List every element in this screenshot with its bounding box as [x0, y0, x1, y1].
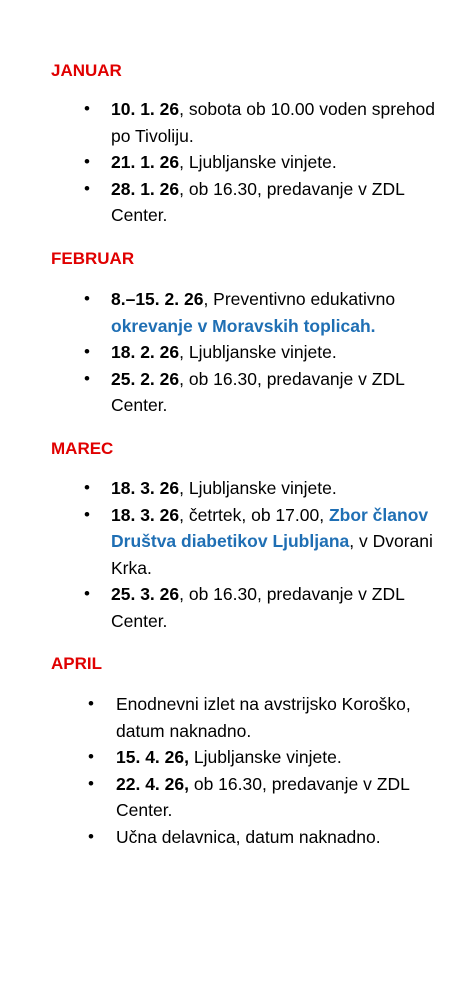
event-date: 22. 4. 26, [116, 773, 189, 794]
event-date: 18. 3. 26 [111, 478, 180, 498]
event-date: 15. 4. 26, [116, 747, 189, 767]
event-date: 8.–15. 2. 26 [111, 289, 204, 309]
event-text: , ob 16.30, predavanje v ZDL Center. [111, 368, 405, 415]
event-link-zbor-clanov[interactable]: Zbor članov Društva diabetikov Ljubljana [111, 504, 429, 551]
list-item [0, 96, 457, 149]
event-text: , Ljubljanske vinjete. [179, 478, 337, 498]
event-list-februar [0, 286, 457, 419]
bullet-icon: • [88, 826, 94, 846]
bullet-icon: • [84, 342, 90, 361]
list-item [0, 691, 457, 744]
list-item [0, 502, 457, 582]
event-text: ob 16.30, predavanje v ZDL Center. [116, 773, 410, 820]
event-text: , ob 16.30, predavanje v ZDL Center. [111, 584, 405, 631]
bullet-icon: • [88, 773, 94, 793]
list-item [0, 286, 457, 339]
bullet-icon: • [84, 368, 90, 388]
month-heading-februar: FEBRUAR [51, 249, 135, 268]
list-item [0, 771, 457, 824]
list-item [0, 744, 457, 771]
month-heading-marec: MAREC [51, 439, 114, 458]
event-link-moravske-toplice[interactable]: okrevanje v Moravskih toplicah. [111, 315, 376, 336]
bullet-icon: • [84, 152, 90, 171]
event-text: , Preventivno edukativno [203, 289, 396, 309]
event-date: 25. 2. 26 [111, 368, 180, 389]
list-item [0, 824, 457, 851]
month-heading-april: APRIL [51, 654, 102, 673]
event-text: , sobota ob 10.00 voden sprehod po Tivoliju. [111, 99, 436, 146]
event-text: Učna delavnica, datum naknadno. [116, 826, 381, 847]
event-text: , Ljubljanske vinjete. [179, 152, 337, 172]
event-date: 18. 3. 26 [111, 504, 180, 525]
event-text: , ob 16.30, predavanje v ZDL Center. [111, 178, 405, 225]
bullet-icon: • [84, 584, 90, 603]
event-date: 10. 1. 26 [111, 99, 180, 119]
event-date: 28. 1. 26 [111, 178, 180, 199]
event-date: 18. 2. 26 [111, 342, 180, 362]
list-item [0, 149, 457, 176]
bullet-icon: • [88, 747, 94, 766]
event-text: Ljubljanske vinjete. [188, 747, 342, 767]
event-list-januar [0, 96, 457, 229]
list-item [0, 366, 457, 419]
event-text: Enodnevni izlet na avstrijsko Koroško, datum naknadno. [116, 694, 411, 741]
event-date: 25. 3. 26 [111, 584, 180, 604]
bullet-icon: • [84, 289, 90, 308]
bullet-icon: • [84, 504, 90, 524]
event-text: , Ljubljanske vinjete. [179, 342, 337, 362]
event-text: , četrtek, ob 17.00, [179, 504, 329, 525]
list-item [0, 176, 457, 229]
event-text-after: , v Dvorani Krka. [111, 531, 433, 578]
list-item [0, 339, 457, 366]
bullet-icon: • [88, 694, 94, 713]
event-list-april [0, 691, 457, 850]
bullet-icon: • [84, 478, 90, 497]
month-heading-januar: JANUAR [51, 61, 122, 80]
list-item [0, 475, 457, 502]
bullet-icon: • [84, 99, 90, 118]
bullet-icon: • [84, 178, 90, 198]
event-list-marec [0, 475, 457, 634]
event-date: 21. 1. 26 [111, 152, 180, 172]
list-item [0, 581, 457, 634]
